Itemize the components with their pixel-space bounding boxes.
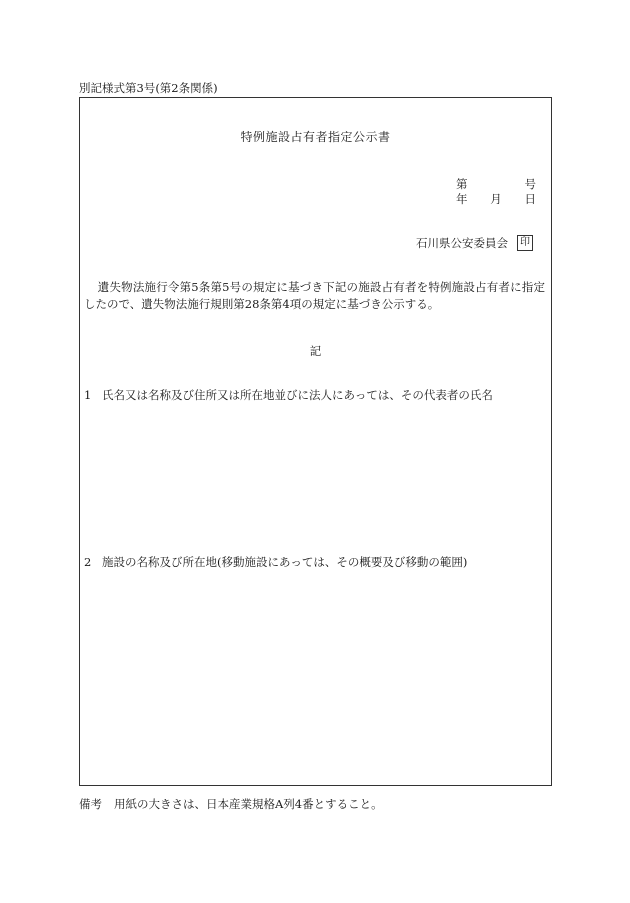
issuer <box>416 235 533 251</box>
seal-mark: 印 <box>517 235 533 251</box>
date-month: 月 <box>490 192 502 206</box>
date-day: 日 <box>524 192 536 206</box>
item-facility <box>84 554 545 570</box>
form-number: 別記様式第3号(第2条関係) <box>79 81 218 95</box>
item-text: 氏名又は名称及び住所又は所在地並びに法人にあっては、その代表者の氏名 <box>102 388 493 402</box>
item-number: 1 <box>84 388 92 402</box>
remarks-text: 用紙の大きさは、日本産業規格A列4番とすること。 <box>114 797 383 811</box>
document-number-suffix: 号 <box>524 177 536 191</box>
record-label: 記 <box>309 344 322 358</box>
item-name-address <box>84 387 545 403</box>
remarks <box>79 796 383 812</box>
document-number <box>456 176 536 192</box>
date-year: 年 <box>456 192 468 206</box>
remarks-label: 備考 <box>79 797 102 811</box>
issuer-name: 石川県公安委員会 <box>416 236 508 250</box>
item-text: 施設の名称及び所在地(移動施設にあっては、その概要及び移動の範囲) <box>102 555 468 569</box>
document-title: 特例施設占有者指定公示書 <box>240 130 391 144</box>
document-date <box>456 191 536 207</box>
body-text: 遺失物法施行令第5条第5号の規定に基づき下記の施設占有者を特例施設占有者に指定したので、遺失物法施行規則第28条第4項の規定に基づき公示する。 <box>84 280 545 311</box>
document-number-prefix: 第 <box>456 177 468 191</box>
item-number: 2 <box>84 555 92 569</box>
document-frame <box>79 97 552 786</box>
